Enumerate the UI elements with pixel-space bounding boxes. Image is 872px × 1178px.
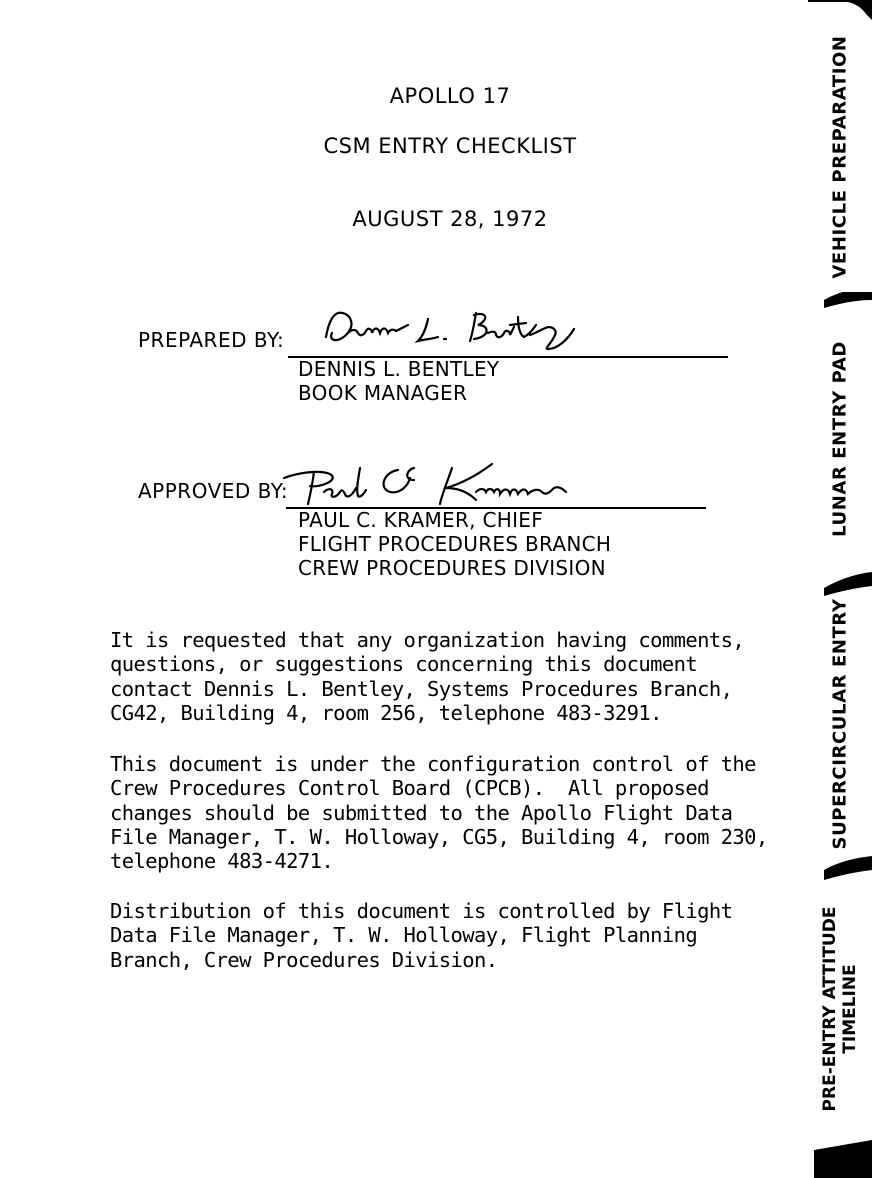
approved-by-label: APPROVED BY: [138, 479, 289, 503]
prepared-signer-block [298, 357, 499, 405]
prepared-by-label: PREPARED BY: [138, 328, 285, 352]
tab-lunar-entry-pad-label: LUNAR ENTRY PAD [829, 341, 851, 537]
approved-signer-title-2: CREW PROCEDURES DIVISION [298, 556, 606, 580]
comments-paragraph: It is requested that any organization having comments, questions, or suggestions concerning this document contact Dennis L. Bentley, Systems Procedures Branch, CG42, Building 4, room 256, telephone 483-3291. [110, 628, 745, 725]
approved-signer-block [298, 508, 611, 580]
tab-vehicle-preparation-label: VEHICLE PREPARATION [829, 35, 851, 279]
tab-pre-entry-attitude-timeline[interactable] [808, 880, 872, 1138]
tab-pre-entry-attitude-timeline-label [820, 907, 860, 1112]
prepared-signer-name: DENNIS L. BENTLEY [298, 357, 500, 381]
tab-vehicle-preparation[interactable] [808, 22, 872, 292]
program-title: APOLLO 17 [389, 84, 511, 108]
document-date: AUGUST 28, 1972 [352, 207, 548, 231]
tab-supercircular-entry[interactable] [808, 596, 872, 852]
tab-lunar-entry-pad[interactable] [808, 308, 872, 570]
tab-supercircular-entry-label: SUPERCIRCULAR ENTRY [829, 598, 851, 850]
configuration-control-paragraph: This document is under the configuration control of the Crew Procedures Control Board (CPCB). All proposed changes should be submitted to the Apollo Flight Data File Manager, T. W. Holloway, CG5, Building 4, room 230, telephone 483-4271. [110, 752, 768, 874]
document-title: CSM ENTRY CHECKLIST [323, 134, 577, 158]
prepared-signature [318, 305, 598, 355]
index-tab-strip [808, 0, 872, 1178]
distribution-paragraph: Distribution of this document is controlled by Flight Data File Manager, T. W. Holloway, Flight Planning Branch, Crew Procedures Division. [110, 899, 733, 972]
approved-signer-name: PAUL C. KRAMER, CHIEF [298, 508, 544, 532]
tab-timeline-line: TIMELINE [840, 964, 860, 1054]
tab-pre-entry-attitude-line: PRE-ENTRY ATTITUDE [820, 906, 840, 1112]
prepared-signer-title: BOOK MANAGER [298, 381, 468, 405]
approved-signer-title-1: FLIGHT PROCEDURES BRANCH [298, 532, 612, 556]
